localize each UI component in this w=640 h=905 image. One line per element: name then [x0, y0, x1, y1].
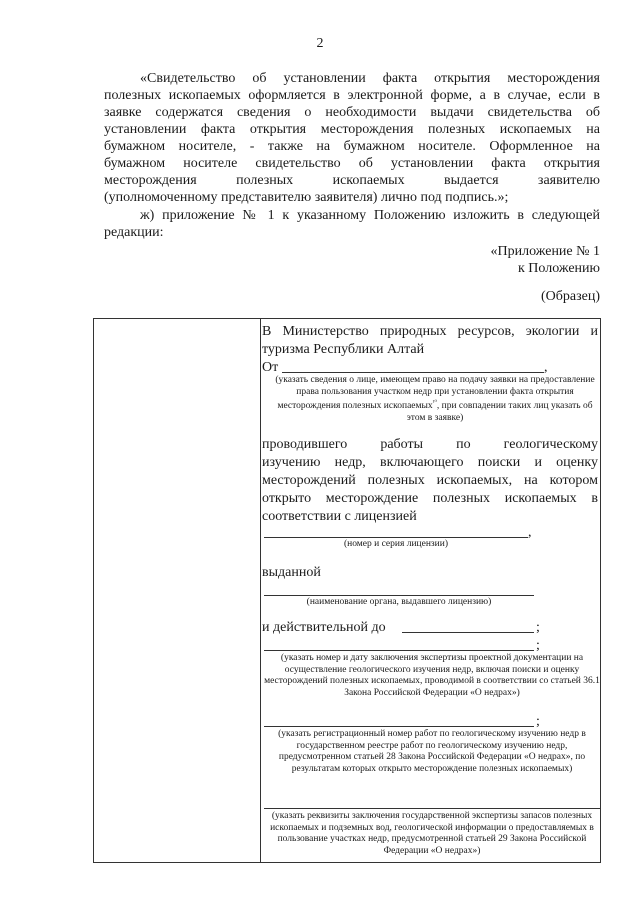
appendix-subtitle: к Положению: [517, 261, 600, 276]
registration-caption: (указать регистрационный номер работ по геологическому изучению недр в государственном реестре работ по геологическому изучению недр, предусмотренном статьей 28 Закона Российской Федерации «О недрах», по результатам которых открыто месторождение полезных ископаемых): [278, 729, 586, 774]
page-number: 2: [316, 36, 324, 51]
paragraph-line: «Свидетельство об установлении факта открытия месторождения: [140, 71, 600, 86]
from-caption: (указать сведения о лице, имеющем право на подачу заявки на предоставление права пользования участком недр при установлении факта открытия месторождения полезных ископаемых$^{^{10}}$, при совпадении таких лиц указать об этом в заявке): [275, 375, 595, 423]
work-line: проводившего работы по геологическому: [262, 437, 598, 452]
paragraph-line: установлении факта открытия месторождения полезных ископаемых на: [104, 122, 600, 137]
registration-semicolon: ;: [536, 714, 540, 729]
paragraph-line: месторождения полезных ископаемых выдается заявителю: [104, 173, 600, 188]
paragraph-line: заявке содержатся сведения о необходимости выдачи свидетельства об: [104, 105, 600, 120]
issued-input-line[interactable]: [264, 595, 534, 596]
issued-label: выданной: [262, 565, 321, 580]
paragraph-line: полезных ископаемых оформляется в электронной форме, а в случае, если в: [104, 88, 600, 103]
paragraph-line: (уполномоченному представителю заявителя) лично под подпись.»;: [104, 190, 509, 205]
work-line: месторождений полезных ископаемых, на котором: [262, 473, 598, 488]
work-line: изучению недр, включающего поиски и оценку: [262, 455, 598, 470]
work-line: соответствии с лицензией: [262, 509, 417, 524]
license-comma: ,: [528, 525, 532, 540]
expertise-caption: (указать номер и дату заключения экспертизы проектной документации на осуществление геологического изучения недр, включая поиски и оценку месторождений полезных ископаемых, проводимой в соответствии со статьей 36.1 Закона Российской Федерации «О недрах»): [264, 653, 600, 698]
appendix-title: «Приложение № 1: [490, 244, 600, 259]
from-input-line[interactable]: [282, 372, 544, 373]
valid-label: и действительной до: [262, 620, 386, 635]
paragraph-line: ж) приложение № 1 к указанному Положению изложить в следующей: [140, 208, 600, 223]
valid-date-input-line[interactable]: [402, 632, 534, 633]
reserves-input-line[interactable]: [264, 808, 600, 809]
paragraph-line: бумажном носителе, - также на бумажном носителе. Оформленное на: [104, 139, 600, 154]
form-column-divider: [260, 319, 261, 862]
from-comma: ,: [544, 360, 548, 375]
form-addressee-cont: туризма Республики Алтай: [262, 342, 425, 357]
expertise-input-line[interactable]: [264, 650, 534, 651]
license-caption: (номер и серия лицензии): [343, 539, 449, 549]
issued-caption: (наименование органа, выдавшего лицензию): [306, 597, 492, 607]
sample-label: (Образец): [540, 289, 600, 304]
valid-semicolon: ;: [536, 620, 540, 635]
work-line: открыто месторождение полезных ископаемых в: [262, 491, 598, 506]
from-label: От: [262, 360, 279, 375]
form-addressee-line: В Министерство природных ресурсов, экологии и: [262, 324, 598, 339]
license-input-line[interactable]: [264, 537, 528, 538]
expertise-semicolon: ;: [536, 638, 540, 653]
paragraph-line: редакции:: [104, 225, 164, 240]
registration-input-line[interactable]: [264, 726, 534, 727]
paragraph-line: бумажном носителе свидетельство об установлении факта открытия: [104, 156, 600, 171]
reserves-caption: (указать реквизиты заключения государственной экспертизы запасов полезных ископаемых и подземных вод, геологической информации о предоставляемых в пользование участках недр, предусмотренной статьей 29 Закона Российской Федерации «О недрах»): [270, 811, 594, 856]
